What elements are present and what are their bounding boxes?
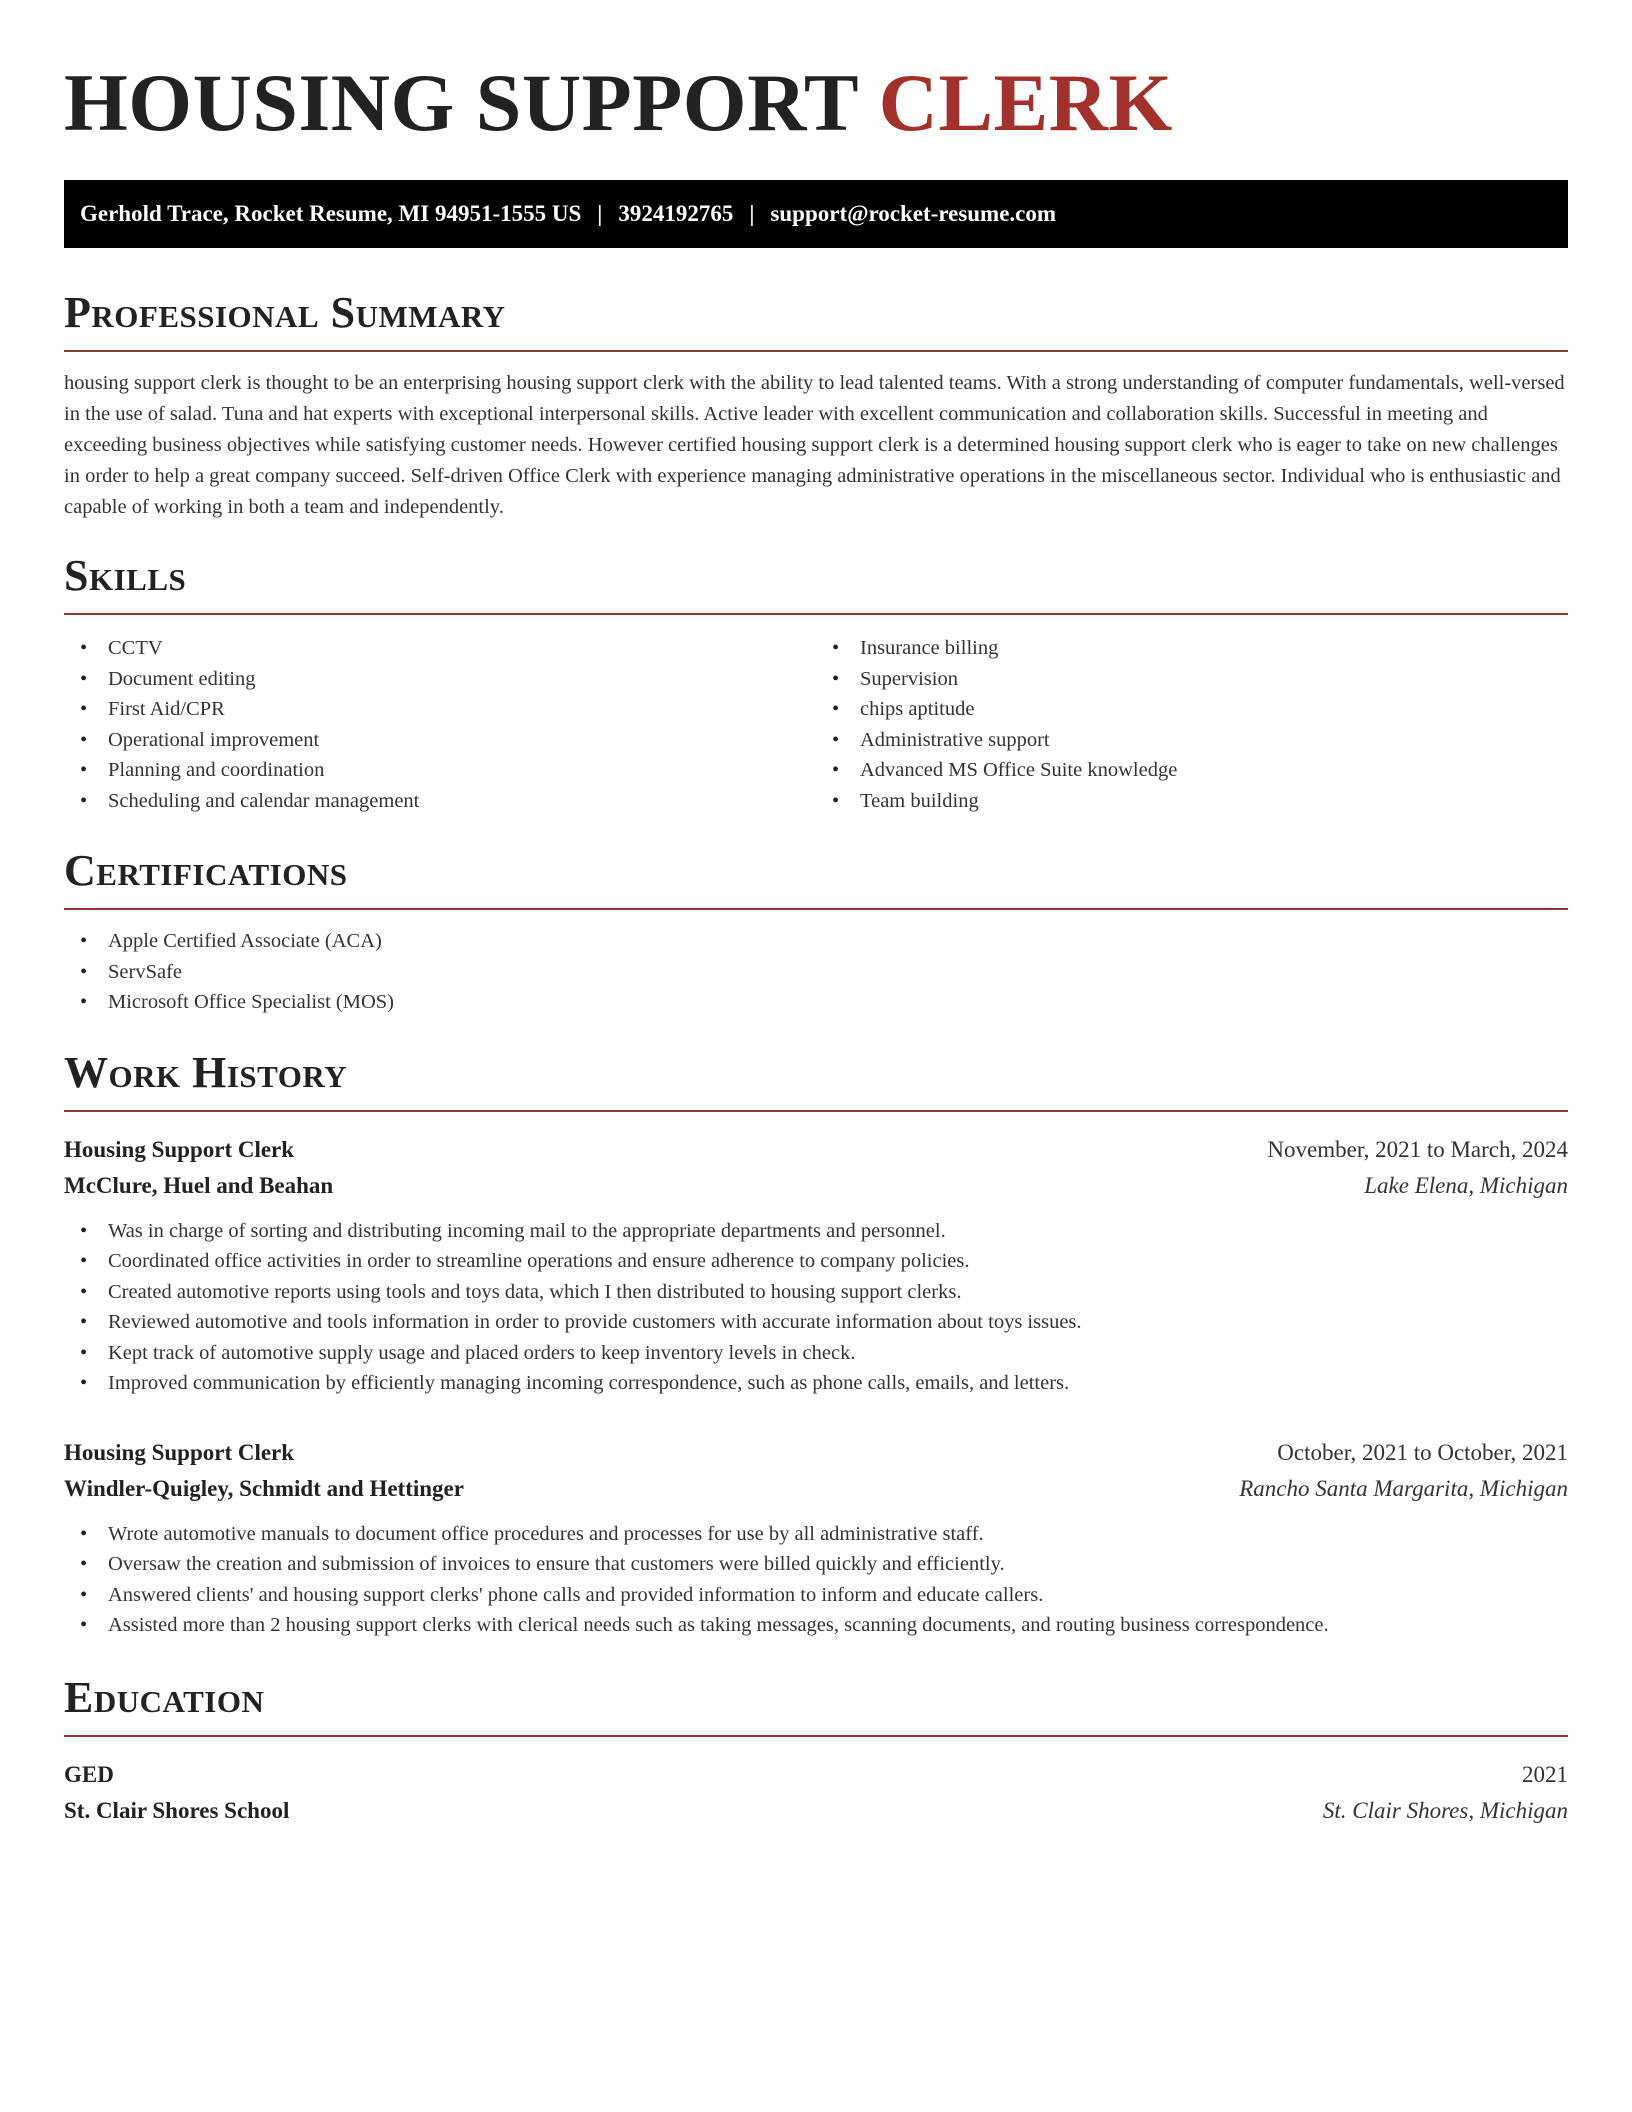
certifications-list bbox=[64, 926, 1568, 1018]
job-bullet: • Created automotive reports using tools and toys data, which I then distributed to housing support clerks. bbox=[64, 1277, 1568, 1308]
skill-item: • CCTV bbox=[64, 633, 816, 664]
contact-email[interactable]: support@rocket-resume.com bbox=[770, 201, 1057, 226]
job-bullet: • Wrote automotive manuals to document office procedures and processes for use by all administrative staff. bbox=[64, 1519, 1568, 1550]
job-header-row bbox=[64, 1435, 1568, 1471]
section-divider bbox=[64, 1110, 1568, 1112]
section-heading-certifications: Certifications bbox=[64, 846, 348, 895]
job-location: Rancho Santa Margarita, Michigan bbox=[1239, 1475, 1568, 1501]
skill-item: • Supervision bbox=[816, 664, 1568, 695]
skill-item: • Team building bbox=[816, 786, 1568, 817]
skills-column-left bbox=[64, 633, 816, 816]
job-bullet: • Assisted more than 2 housing support clerks with clerical needs such as taking messages, scanning documents, and routing business correspondence. bbox=[64, 1610, 1568, 1641]
education-header-row bbox=[64, 1757, 1568, 1793]
job-bullet: • Kept track of automotive supply usage and placed orders to keep inventory levels in check. bbox=[64, 1338, 1568, 1369]
section-heading-skills: Skills bbox=[64, 551, 187, 600]
section-divider bbox=[64, 1735, 1568, 1737]
job-company-row bbox=[64, 1471, 1568, 1507]
job-bullet: • Reviewed automotive and tools information in order to provide customers with accurate information about toys issues. bbox=[64, 1307, 1568, 1338]
title-main: HOUSING SUPPORT bbox=[64, 57, 858, 148]
skills-grid bbox=[64, 633, 1568, 816]
job-bullet: • Was in charge of sorting and distributing incoming mail to the appropriate departments and personnel. bbox=[64, 1216, 1568, 1247]
work-history-section bbox=[64, 1048, 1568, 1641]
job-bullet: • Improved communication by efficiently managing incoming correspondence, such as phone calls, emails, and letters. bbox=[64, 1368, 1568, 1399]
education-school: St. Clair Shores School bbox=[64, 1797, 290, 1823]
education-year: 2021 bbox=[1522, 1761, 1568, 1787]
job-bullets bbox=[64, 1519, 1568, 1641]
skill-item: • First Aid/CPR bbox=[64, 694, 816, 725]
job-title: Housing Support Clerk bbox=[64, 1439, 295, 1465]
education-entry bbox=[64, 1757, 1568, 1829]
education-section bbox=[64, 1673, 1568, 1829]
job-company: Windler-Quigley, Schmidt and Hettinger bbox=[64, 1475, 464, 1501]
job-company: McClure, Huel and Beahan bbox=[64, 1172, 334, 1198]
job-entry bbox=[64, 1132, 1568, 1399]
job-bullet: • Coordinated office activities in order to streamline operations and ensure adherence to company policies. bbox=[64, 1246, 1568, 1277]
job-header-row bbox=[64, 1132, 1568, 1168]
skill-item: • Scheduling and calendar management bbox=[64, 786, 816, 817]
education-degree: GED bbox=[64, 1761, 114, 1787]
contact-phone[interactable]: 3924192765 bbox=[618, 201, 734, 226]
job-location: Lake Elena, Michigan bbox=[1364, 1172, 1568, 1198]
title-accent: CLERK bbox=[878, 57, 1173, 148]
job-bullet: • Oversaw the creation and submission of invoices to ensure that customers were billed quickly and efficiently. bbox=[64, 1549, 1568, 1580]
section-heading-education: Education bbox=[64, 1672, 265, 1722]
certification-item: • Apple Certified Associate (ACA) bbox=[64, 926, 1568, 957]
job-title: Housing Support Clerk bbox=[64, 1136, 295, 1162]
contact-address: Gerhold Trace, Rocket Resume, MI 94951-1555 US bbox=[80, 201, 582, 226]
section-heading-summary: Professional Summary bbox=[64, 288, 506, 337]
skill-item: • chips aptitude bbox=[816, 694, 1568, 725]
section-divider bbox=[64, 613, 1568, 615]
skills-column-right bbox=[816, 633, 1568, 816]
summary-text: housing support clerk is thought to be an enterprising housing support clerk with the ability to lead talented teams. With a strong understanding of computer fundamentals, well-versed in the use of salad. Tuna and hat experts with exceptional interpersonal skills. Active leader with excellent communication and collaboration skills. Successful in meeting and exceeding business objectives while satisfying customer needs. However certified housing support clerk is a determined housing support clerk who is eager to take on new challenges in order to help a great company succeed. Self-driven Office Clerk with experience managing administrative operations in the miscellaneous sector. Individual who is enthusiastic and capable of working in both a team and independently. bbox=[64, 372, 1565, 518]
contact-separator: | bbox=[749, 201, 755, 226]
certification-item: • Microsoft Office Specialist (MOS) bbox=[64, 987, 1568, 1018]
skill-item: • Administrative support bbox=[816, 725, 1568, 756]
skill-item: • Document editing bbox=[64, 664, 816, 695]
skill-item: • Advanced MS Office Suite knowledge bbox=[816, 755, 1568, 786]
education-location: St. Clair Shores, Michigan bbox=[1322, 1797, 1568, 1823]
job-entry bbox=[64, 1435, 1568, 1641]
job-company-row bbox=[64, 1168, 1568, 1204]
section-heading-work-history: Work History bbox=[64, 1047, 348, 1097]
section-divider bbox=[64, 908, 1568, 910]
skills-section bbox=[64, 551, 1568, 816]
job-bullet: • Answered clients' and housing support clerks' phone calls and provided information to inform and educate callers. bbox=[64, 1580, 1568, 1611]
contact-bar bbox=[64, 180, 1568, 248]
skill-item: • Insurance billing bbox=[816, 633, 1568, 664]
job-bullets bbox=[64, 1216, 1568, 1399]
certifications-section bbox=[64, 846, 1568, 1018]
skill-item: • Planning and coordination bbox=[64, 755, 816, 786]
job-dates: November, 2021 to March, 2024 bbox=[1267, 1136, 1568, 1162]
job-dates: October, 2021 to October, 2021 bbox=[1277, 1439, 1568, 1465]
skill-item: • Operational improvement bbox=[64, 725, 816, 756]
education-school-row bbox=[64, 1793, 1568, 1829]
contact-separator: | bbox=[597, 201, 603, 226]
certification-item: • ServSafe bbox=[64, 957, 1568, 988]
resume-title bbox=[64, 52, 1568, 154]
section-divider bbox=[64, 350, 1568, 352]
professional-summary-section bbox=[64, 288, 1568, 523]
